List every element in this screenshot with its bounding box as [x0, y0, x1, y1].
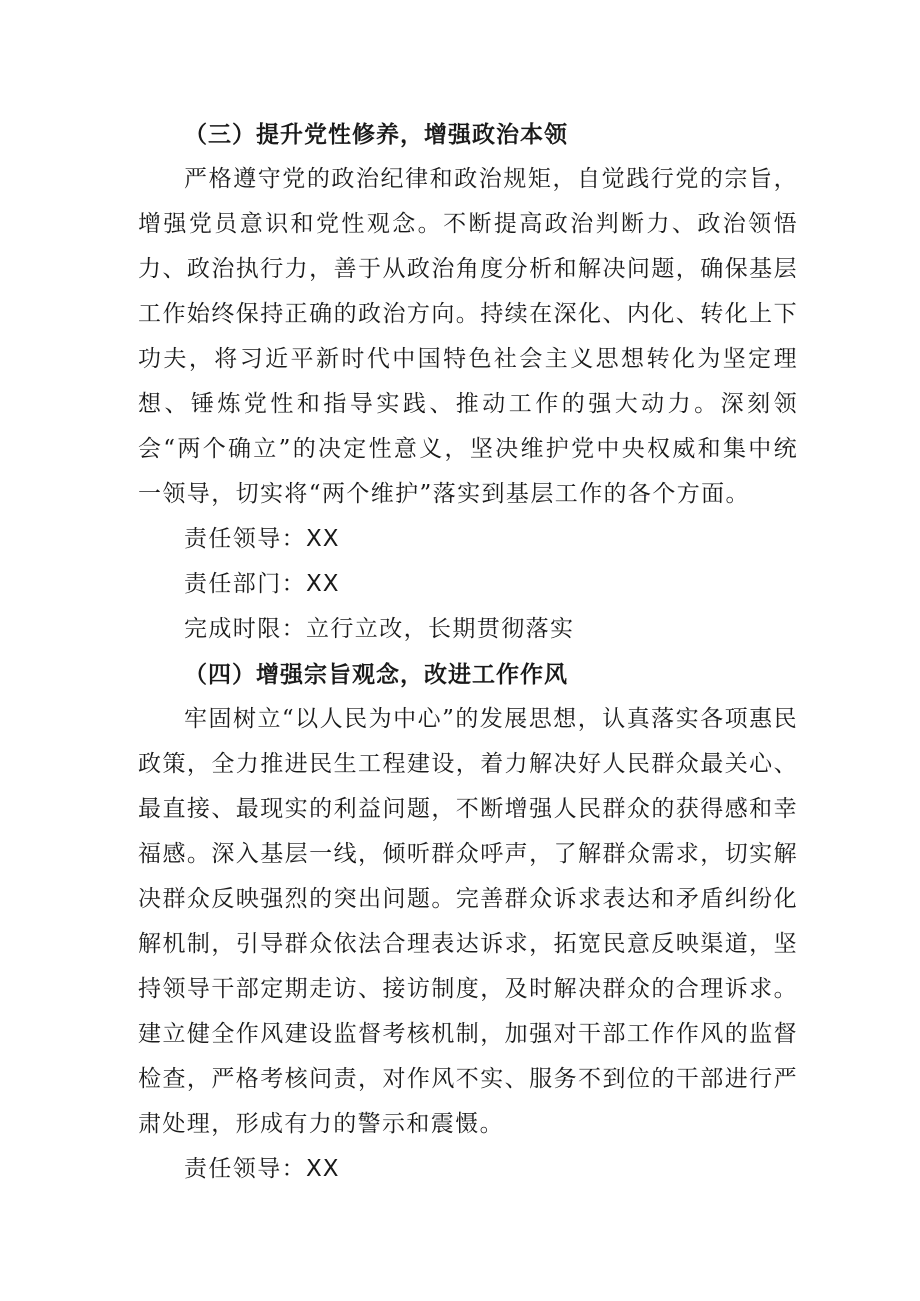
responsible-leader-line — [138, 517, 798, 562]
responsible-leader-label: 责任领导： — [184, 526, 306, 552]
responsible-department-label: 责任部门： — [184, 571, 306, 597]
responsible-department-line — [138, 562, 798, 607]
deadline-value: 立行立改，长期贯彻落实 — [306, 616, 575, 642]
responsible-leader-value-four: XX — [306, 1156, 340, 1182]
section-heading-four: （四）增强宗旨观念，改进工作作风 — [184, 661, 568, 688]
responsible-department-value: XX — [306, 571, 340, 597]
responsible-leader-line-four — [138, 1147, 798, 1192]
responsible-leader-label-four: 责任领导： — [184, 1156, 306, 1182]
responsible-leader-value: XX — [306, 526, 340, 552]
deadline-line — [138, 607, 798, 652]
document-body — [138, 112, 798, 1192]
section-heading-three: （三）提升党性修养，增强政治本领 — [184, 121, 568, 148]
section-paragraph-three: 严格遵守党的政治纪律和政治规矩，自觉践行党的宗旨，增强党员意识和党性观念。不断提高政治判断力、政治领悟力、政治执行力，善于从政治角度分析和解决问题，确保基层工作始终保持正确的政治方向。持续在深化、内化、转化上下功夫，将习近平新时代中国特色社会主义思想转化为坚定理想、锤炼党性和指导实践、推动工作的强大动力。深刻领会“两个确立”的决定性意义，坚决维护党中央权威和集中统一领导，切实将“两个维护”落实到基层工作的各个方面。 — [138, 166, 798, 507]
deadline-label: 完成时限： — [184, 616, 306, 642]
section-paragraph-four: 牢固树立“以人民为中心”的发展思想，认真落实各项惠民政策，全力推进民生工程建设，着力解决好人民群众最关心、最直接、最现实的利益问题，不断增强人民群众的获得感和幸福感。深入基层一线，倾听群众呼声，了解群众需求，切实解决群众反映强烈的突出问题。完善群众诉求表达和矛盾纠纷化解机制，引导群众依法合理表达诉求，拓宽民意反映渠道，坚持领导干部定期走访、接访制度，及时解决群众的合理诉求。建立健全作风建设监督考核机制，加强对干部工作作风的监督检查，严格考核问责，对作风不实、服务不到位的干部进行严肃处理，形成有力的警示和震慑。 — [138, 706, 798, 1137]
